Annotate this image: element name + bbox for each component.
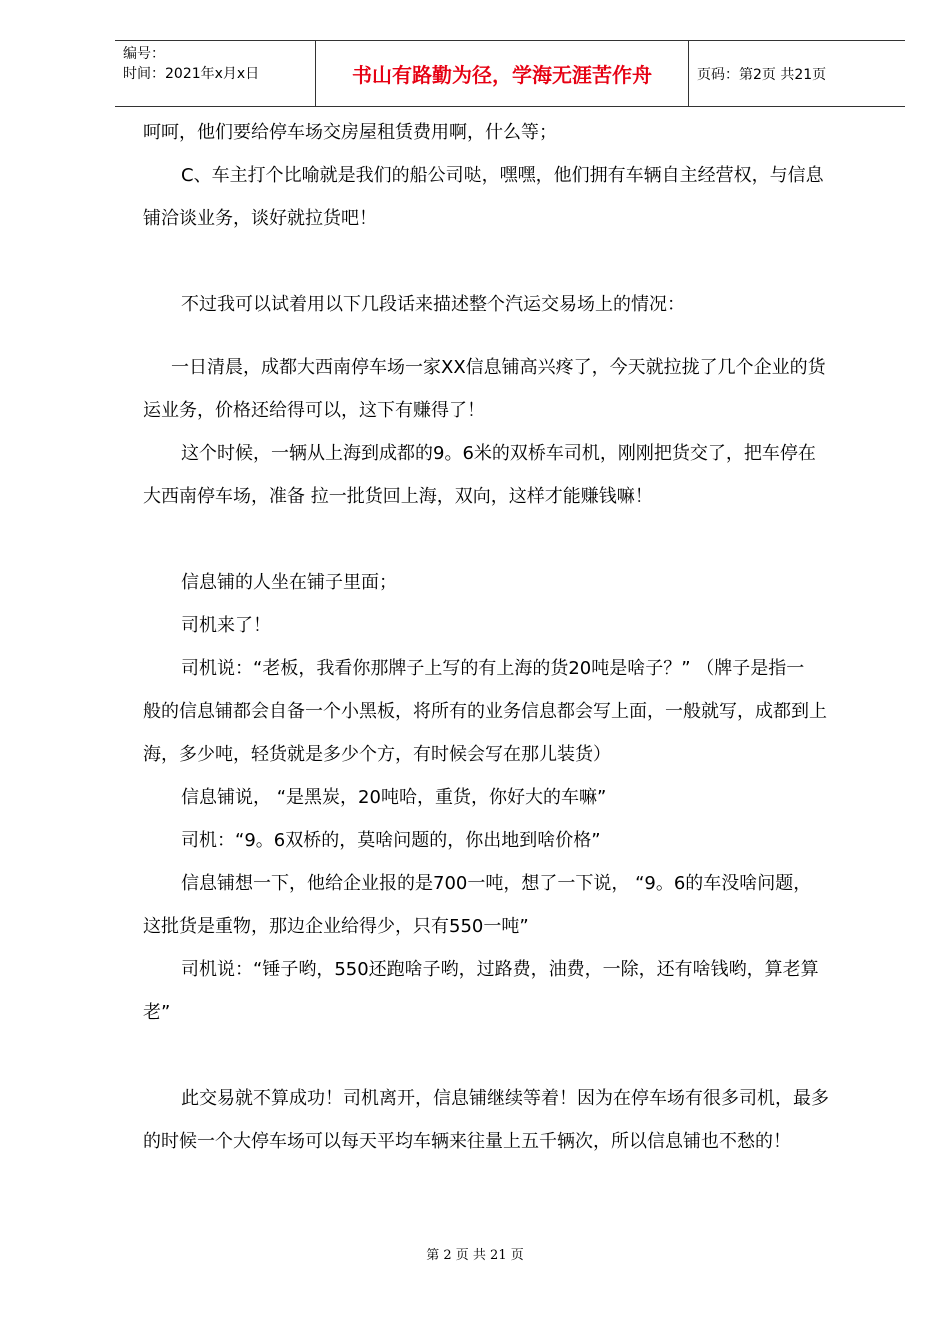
text-line: 信息铺说， “是黑炭，20吨哈，重货，你好大的车嘛”: [181, 787, 607, 808]
text-line: 这批货是重物，那边企业给得少，只有550一吨”: [143, 916, 529, 937]
text-line: 信息铺的人坐在铺子里面；: [181, 572, 397, 593]
page-header: [115, 40, 905, 107]
header-page-info: 页码：第2页 共21页: [697, 66, 827, 83]
text-line: 信息铺想一下，他给企业报的是700一吨，想了一下说， “9。6的车没啥问题，: [181, 873, 812, 894]
text-line: 的时候一个大停车场可以每天平均车辆来往量上五千辆次，所以信息铺也不愁的！: [143, 1131, 791, 1152]
header-motto: 书山有路勤为径，学海无涯苦作舟: [316, 41, 689, 106]
text-line: 铺洽谈业务，谈好就拉货吧！: [143, 208, 377, 229]
text-line: 司机说：“老板，我看你那牌子上写的有上海的货20吨是啥子？” （牌子是指一: [181, 658, 805, 679]
page-footer: 第 2 页 共 21 页: [426, 1248, 524, 1263]
text-line: 运业务，价格还给得可以，这下有赚得了！: [143, 400, 485, 421]
header-meta: [115, 41, 316, 106]
text-line: 老”: [143, 1002, 171, 1023]
text-line: C、车主打个比喻就是我们的船公司哒，嘿嘿，他们拥有车辆自主经营权，与信息: [181, 165, 824, 186]
text-line: 不过我可以试着用以下几段话来描述整个汽运交易场上的情况：: [181, 294, 685, 315]
text-line: 般的信息铺都会自备一个小黑板，将所有的业务信息都会写上面，一般就写，成都到上: [143, 701, 827, 722]
text-line: 司机说：“锤子哟，550还跑啥子哟，过路费，油费，一除，还有啥钱哟，算老算: [181, 959, 819, 980]
text-line: 一日清晨，成都大西南停车场一家XX信息铺高兴疼了，今天就拉拢了几个企业的货: [171, 357, 826, 378]
text-line: 司机：“9。6双桥的，莫啥问题的，你出地到啥价格”: [181, 830, 601, 851]
time-label: 时间：2021年x月x日: [123, 66, 260, 82]
text-line: 此交易就不算成功！司机离开，信息铺继续等着！因为在停车场有很多司机，最多: [181, 1088, 829, 1109]
serial-number-label: 编号：: [123, 46, 165, 62]
text-line: 海，多少吨，轻货就是多少个方，有时候会写在那儿装货）: [143, 744, 611, 765]
text-line: 呵呵，他们要给停车场交房屋租赁费用啊，什么等；: [143, 122, 557, 143]
text-line: 这个时候，一辆从上海到成都的9。6米的双桥车司机，刚刚把货交了，把车停在: [181, 443, 816, 464]
text-line: 司机来了！: [181, 615, 271, 636]
text-line: 大西南停车场，准备 拉一批货回上海，双向，这样才能赚钱嘛！: [143, 486, 653, 507]
